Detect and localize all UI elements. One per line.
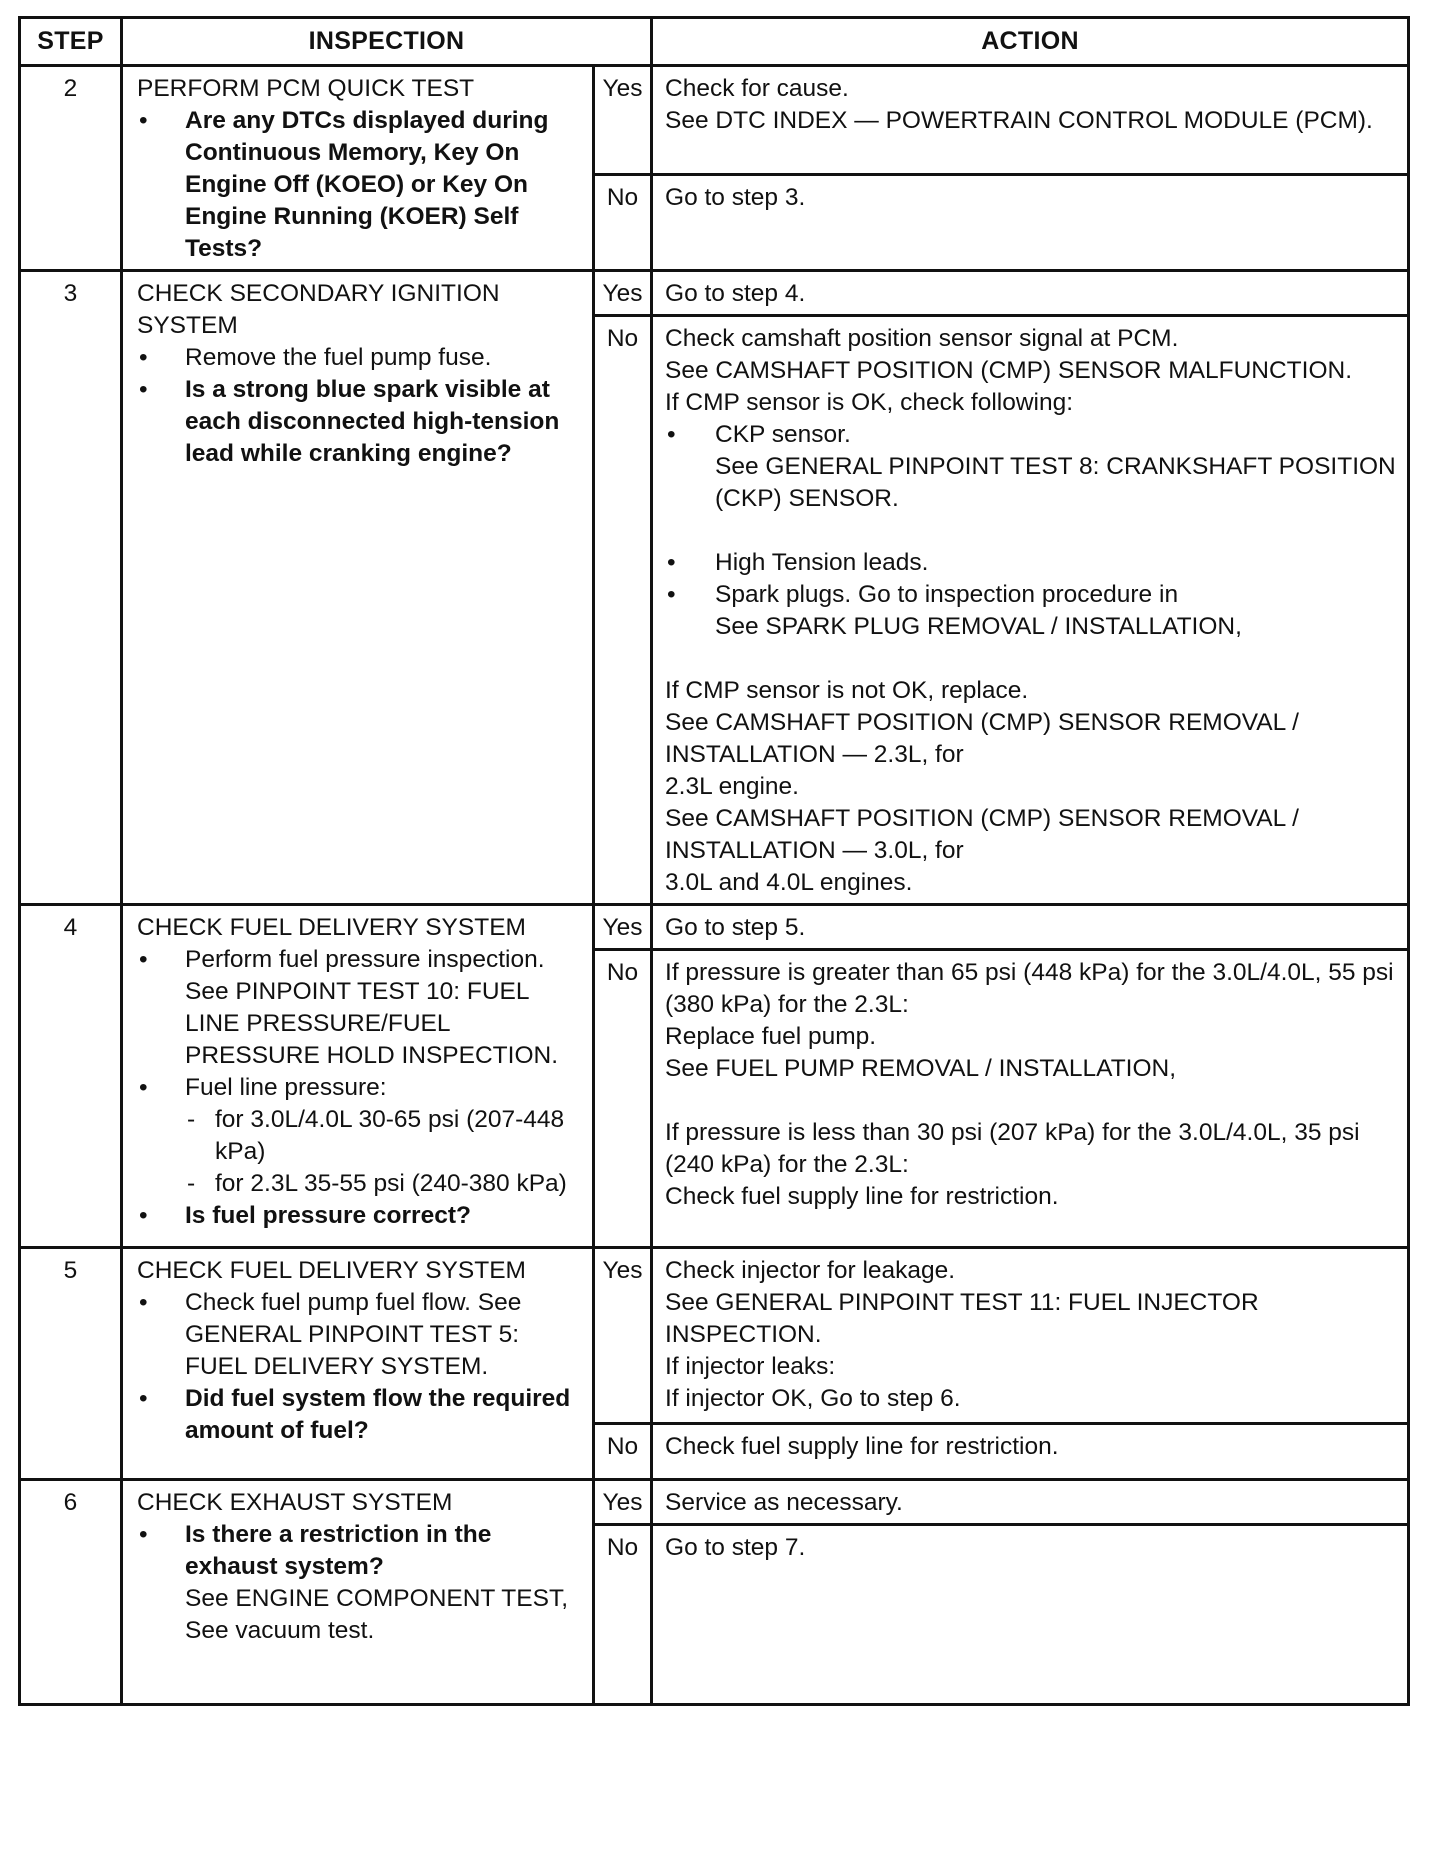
- bullet-icon: [139, 1519, 148, 1551]
- inspection-bullet: • Perform fuel pressure inspection. See PINPOINT TEST 10: FUEL LINE PRESSURE/FUEL PRESSURE HOLD INSPECTION.: [137, 944, 584, 1072]
- yes-label: Yes: [594, 271, 652, 316]
- yes-label: Yes: [594, 1480, 652, 1525]
- inspection-cell: [122, 905, 594, 1248]
- no-action: Go to step 7.: [652, 1525, 1409, 1705]
- no-action: Go to step 3.: [652, 175, 1409, 271]
- diagnostic-table: [18, 16, 1410, 1706]
- step-number: 3: [20, 271, 122, 905]
- inspection-bullet: • Did fuel system flow the required amount of fuel?: [137, 1383, 584, 1447]
- bullet-icon: [139, 1287, 148, 1319]
- yes-label: Yes: [594, 905, 652, 950]
- yes-action: Service as necessary.: [652, 1480, 1409, 1525]
- inspection-bullet: • Remove the fuel pump fuse.: [137, 342, 584, 374]
- table-row: [20, 1480, 1409, 1525]
- bullet-icon: [139, 105, 148, 137]
- inspection-bullet: • Check fuel pump fuel flow. See GENERAL PINPOINT TEST 5: FUEL DELIVERY SYSTEM.: [137, 1287, 584, 1383]
- bullet-icon: [667, 547, 676, 579]
- action-bullet: • Spark plugs. Go to inspection procedure in See SPARK PLUG REMOVAL / INSTALLATION,: [665, 579, 1401, 643]
- step-number: 6: [20, 1480, 122, 1705]
- bullet-icon: [139, 1072, 148, 1104]
- diagnostic-table-page: [18, 16, 1410, 1706]
- step-number: 4: [20, 905, 122, 1248]
- bullet-icon: [667, 419, 676, 451]
- inspection-title: CHECK FUEL DELIVERY SYSTEM: [137, 1257, 526, 1284]
- inspection-title: PERFORM PCM QUICK TEST: [137, 75, 475, 102]
- header-inspection: INSPECTION: [122, 18, 652, 66]
- inspection-cell: [122, 1248, 594, 1480]
- inspection-bullet: • Is there a restriction in the exhaust system? See ENGINE COMPONENT TEST, See vacuum test.: [137, 1519, 584, 1647]
- no-action: Check camshaft position sensor signal at PCM. See CAMSHAFT POSITION (CMP) SENSOR MALFUNCTION. If CMP sensor is OK, check following: • CKP sensor. See GENERAL PINPOINT TEST 8: CRANKSHAFT POSITION (CKP) SENSOR. • High Tension leads. • Spark plugs. Go to inspection procedure in See SPARK PLUG REMOVAL / INSTALLATION, If CMP sensor is not OK, replace. See CAMSHAFT POSITION (CMP) SENSOR REMOVAL / INSTALLATION — 2.3L, for 2.3L engine. See CAMSHAFT POSITION (CMP) SENSOR REMOVAL / INSTALLATION — 3.0L, for 3.0L and 4.0L engines.: [652, 316, 1409, 905]
- inspection-title: CHECK FUEL DELIVERY SYSTEM: [137, 914, 526, 941]
- inspection-bullet: • Is a strong blue spark visible at each disconnected high-tension lead while cranking engine?: [137, 374, 584, 470]
- table-row: [20, 905, 1409, 950]
- no-label: No: [594, 175, 652, 271]
- step-number: 5: [20, 1248, 122, 1480]
- no-action: If pressure is greater than 65 psi (448 kPa) for the 3.0L/4.0L, 55 psi (380 kPa) for the 2.3L: Replace fuel pump. See FUEL PUMP REMOVAL / INSTALLATION, If pressure is less than 30 psi (207 kPa) for the 3.0L/4.0L, 35 psi (240 kPa) for the 2.3L: Check fuel supply line for restriction.: [652, 950, 1409, 1248]
- yes-action: Check injector for leakage. See GENERAL PINPOINT TEST 11: FUEL INJECTOR INSPECTION. If injector leaks: If injector OK, Go to step 6.: [652, 1248, 1409, 1424]
- bullet-icon: [139, 342, 148, 374]
- header-action: ACTION: [652, 18, 1409, 66]
- inspection-bullet: • Is fuel pressure correct?: [137, 1200, 584, 1232]
- yes-label: Yes: [594, 1248, 652, 1424]
- yes-action: Check for cause. See DTC INDEX — POWERTRAIN CONTROL MODULE (PCM).: [652, 66, 1409, 175]
- bullet-icon: [139, 374, 148, 406]
- inspection-cell: [122, 271, 594, 905]
- inspection-title: CHECK SECONDARY IGNITION SYSTEM: [137, 280, 500, 339]
- table-row: [20, 271, 1409, 316]
- inspection-bullet: • Fuel line pressure:: [137, 1072, 584, 1104]
- yes-action: Go to step 5.: [652, 905, 1409, 950]
- step-number: 2: [20, 66, 122, 271]
- header-step: STEP: [20, 18, 122, 66]
- pressure-subitem: - for 3.0L/4.0L 30-65 psi (207-448 kPa): [187, 1106, 565, 1165]
- inspection-bullet: • Are any DTCs displayed during Continuous Memory, Key On Engine Off (KOEO) or Key On Engine Running (KOER) Self Tests?: [137, 105, 584, 265]
- pressure-subitem: - for 2.3L 35-55 psi (240-380 kPa): [187, 1170, 567, 1197]
- yes-label: Yes: [594, 66, 652, 175]
- yes-action: Go to step 4.: [652, 271, 1409, 316]
- bullet-icon: [139, 944, 148, 976]
- bullet-icon: [139, 1200, 148, 1232]
- inspection-title: CHECK EXHAUST SYSTEM: [137, 1489, 453, 1516]
- inspection-cell: [122, 1480, 594, 1705]
- bullet-icon: [667, 579, 676, 611]
- no-label: No: [594, 1424, 652, 1480]
- table-header-row: [20, 18, 1409, 66]
- bullet-icon: [139, 1383, 148, 1415]
- no-label: No: [594, 950, 652, 1248]
- table-row: [20, 1248, 1409, 1424]
- action-bullet: • CKP sensor. See GENERAL PINPOINT TEST 8: CRANKSHAFT POSITION (CKP) SENSOR.: [665, 419, 1401, 515]
- no-label: No: [594, 316, 652, 905]
- inspection-cell: [122, 66, 594, 271]
- action-bullet: • High Tension leads.: [665, 547, 1401, 579]
- no-label: No: [594, 1525, 652, 1705]
- table-row: [20, 66, 1409, 175]
- no-action: Check fuel supply line for restriction.: [652, 1424, 1409, 1480]
